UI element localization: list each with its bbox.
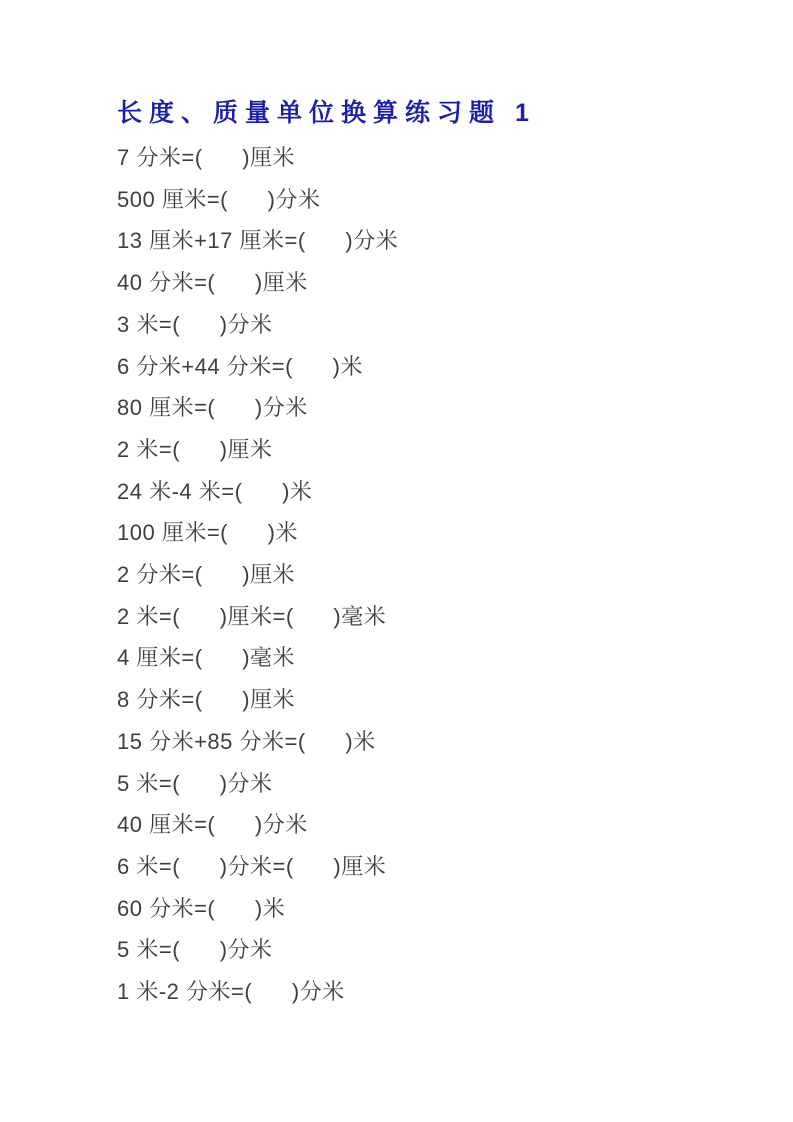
problem-line: 15 分米+85 分米=( )米: [117, 728, 376, 754]
worksheet-title: 长度、质量单位换算练习题 1: [117, 99, 536, 127]
problem-line: 4 厘米=( )毫米: [117, 645, 296, 671]
problem-line: 13 厘米+17 厘米=( )分米: [117, 228, 399, 254]
problem-line: 5 米=( )分米: [117, 770, 273, 796]
problem-list: [117, 137, 733, 1013]
problem-line: 2 米=( )厘米: [117, 436, 273, 462]
problem-line: 3 米=( )分米: [117, 311, 273, 337]
problem-line: 8 分米=( )厘米: [117, 687, 296, 713]
problem-line: 2 分米=( )厘米: [117, 562, 296, 588]
problem-line: 80 厘米=( )分米: [117, 395, 308, 421]
problem-line: 100 厘米=( )米: [117, 520, 298, 546]
problem-line: 6 分米+44 分米=( )米: [117, 353, 363, 379]
problem-line: 7 分米=( )厘米: [117, 145, 296, 170]
problem-line: 60 分米=( )米: [117, 895, 286, 921]
problem-line: 24 米-4 米=( )米: [117, 478, 313, 504]
problem-line: 6 米=( )分米=( )厘米: [117, 853, 387, 879]
problem-line: 500 厘米=( )分米: [117, 186, 321, 212]
problem-line: 2 米=( )厘米=( )毫米: [117, 603, 387, 629]
problem-line: 40 分米=( )厘米: [117, 270, 308, 296]
problem-line: 40 厘米=( )分米: [117, 812, 308, 838]
problem-line: 5 米=( )分米: [117, 937, 273, 963]
problem-line: 1 米-2 分米=( )分米: [117, 979, 345, 1005]
